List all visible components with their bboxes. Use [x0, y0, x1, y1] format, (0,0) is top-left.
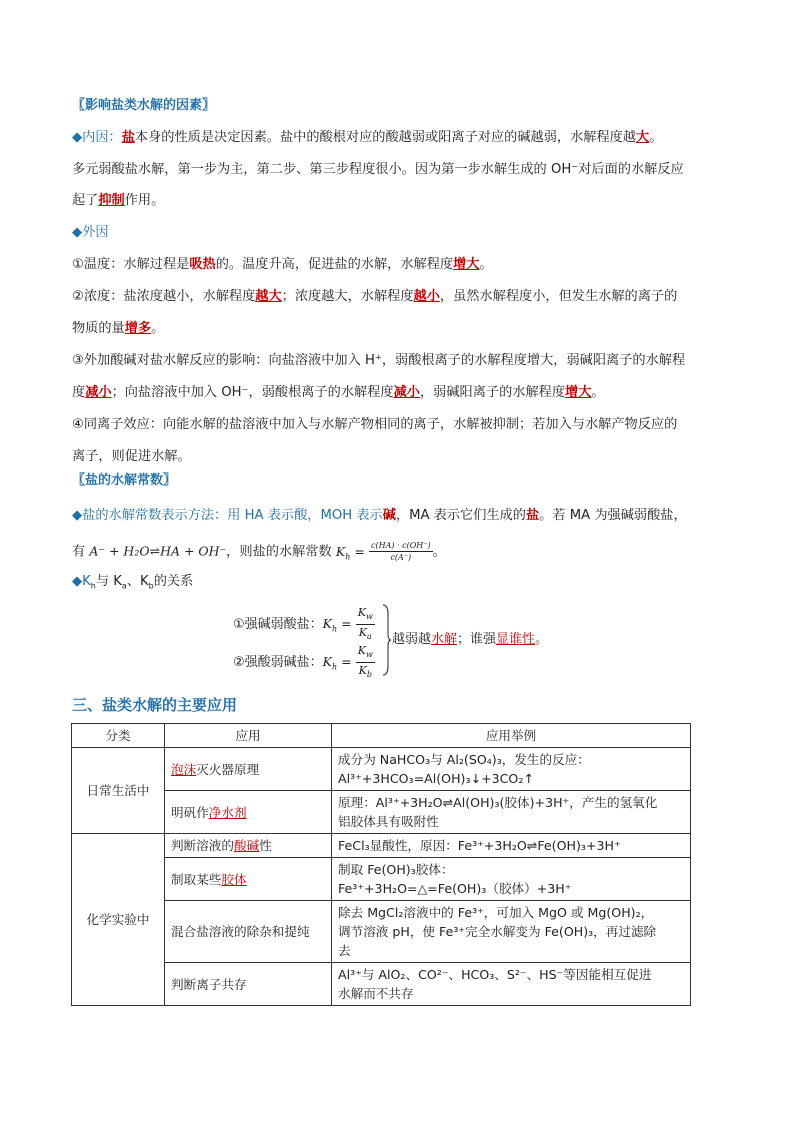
example-purification-1: 除去 MgCl₂溶液中的 Fe³⁺，可加入 MgO 或 Mg(OH)₂， [338, 905, 654, 920]
keyword-show-nature: 显谁性 [496, 632, 536, 647]
example-colloid [332, 858, 691, 901]
app-alum [165, 791, 332, 834]
factors-heading: 〖影响盐类水解的因素〗 [72, 98, 216, 113]
conc-e: ，虽然水解程度小，但发生水解的离子的 [439, 289, 678, 304]
acid2-e: ，弱碱阳离子的水解程度 [419, 385, 566, 400]
keyword-water-purifier: 净水剂 [208, 804, 247, 820]
relation-strong-acid-weak-base [233, 643, 375, 682]
temp-a: ①温度：水解过程是 [72, 257, 190, 272]
example-coexistence-2: 水解而不共存 [338, 986, 414, 1001]
conc-c: ；浓度越大，水解程度 [281, 289, 414, 304]
app-coexistence: 判断离子共存 [165, 963, 332, 1006]
kh-letter: K [335, 543, 346, 559]
rel2-kw: K [357, 644, 366, 657]
rel2-fraction [356, 643, 375, 682]
rel2-kw-sub: w [365, 650, 373, 660]
rel2-label: ②强酸弱碱盐： [233, 655, 323, 671]
internal-label: ◆内因： [72, 130, 122, 145]
example-foam-2: Al³⁺+3HCO₃=Al(OH)₃↓+3CO₂↑ [338, 771, 534, 786]
internal-text: 本身的性质是决定因素。盐中的酸根对应的酸越弱或阳离子对应的碱越弱，水解程度越 [134, 130, 637, 145]
const2-end: 。 [432, 544, 446, 560]
example-coexistence [332, 963, 691, 1006]
external-text: ◆外因 [72, 225, 109, 240]
const2-b: ，则盐的水解常数 [226, 544, 332, 560]
table-header-row [72, 724, 691, 748]
rule-e: 。 [535, 632, 549, 647]
const-e: 。若 MA 为强碱弱酸盐， [539, 508, 687, 523]
rel1-denominator: $K_a$ [358, 626, 372, 642]
inhibit-line [72, 191, 732, 211]
conc2-c: 。 [151, 321, 165, 336]
concentration-line-2 [72, 319, 732, 339]
relation-strong-base-weak-acid [233, 605, 375, 644]
keyword-salt-2: 盐 [525, 508, 540, 523]
relation-heading-line [72, 572, 732, 597]
header-application: 应用 [165, 724, 332, 748]
temp-c: 的。温度升高，促进盐的水解，水解程度 [215, 257, 454, 272]
example-foam [332, 748, 691, 791]
external-label [72, 223, 732, 243]
app-colloid [165, 858, 332, 901]
inhibit-post: 作用。 [124, 193, 165, 208]
table-row [72, 963, 691, 1006]
kh-symbol: $K_h$ = [335, 543, 365, 561]
hydrolysis-equation: A⁻ + H₂O⇌HA + OH⁻ [89, 543, 227, 559]
app-foam-extinguisher [165, 748, 332, 791]
rel1-numerator [356, 605, 375, 625]
example-purification [332, 901, 691, 963]
rel2-denominator: $K_b$ [358, 664, 372, 680]
example-acidity: FeCl₃显酸性，原因：Fe³⁺+3H₂O⇌Fe(OH)₃+3H⁺ [332, 834, 691, 858]
category-daily: 日常生活中 [72, 748, 165, 834]
example-coexistence-1: Al³⁺与 AlO₂、CO²⁻、HCO₃、S²⁻、HS⁻等因能相互促进 [338, 967, 652, 982]
example-colloid-2: Fe³⁺+3H₂O=△=Fe(OH)₃（胶体）+3H⁺ [338, 881, 572, 896]
keyword-larger: 越大 [255, 289, 282, 304]
inhibit-pre: 起了 [72, 193, 99, 208]
rel2-kh: $K_h$ = [322, 654, 352, 672]
app-foam-rest: 灭火器原理 [196, 761, 260, 777]
applications-heading: 三、盐类水解的主要应用 [72, 696, 238, 714]
rel-b: 与 K [95, 574, 122, 589]
rel-c-sub: b [148, 581, 154, 591]
kh-numerator: c(HA) · c(OH⁻) [371, 541, 431, 550]
example-alum-2: 铝胶体具有吸附性 [338, 814, 439, 829]
rel1-ka-sub: a [367, 632, 372, 642]
acid-base-line-2 [72, 383, 732, 403]
rel1-kw-sub: w [365, 612, 373, 622]
rel-c: 、K [126, 574, 149, 589]
constant-definition-line [72, 506, 732, 526]
app-colloid-a: 制取某些 [171, 871, 222, 887]
internal-factor-paragraph [72, 128, 732, 148]
period: 。 [649, 130, 663, 145]
rel-b-sub: a [121, 581, 127, 591]
app-acidity [165, 834, 332, 858]
table-row [72, 858, 691, 901]
table-row [72, 748, 691, 791]
rel-a: ◆K [72, 574, 91, 589]
kh-sub: h [345, 552, 351, 561]
keyword-salt: 盐 [121, 130, 135, 145]
const2-a: 有 [72, 544, 86, 560]
example-foam-1: 成分为 NaHCO₃与 Al₂(SO₄)₃，发生的反应： [338, 752, 590, 767]
rel2-numerator [356, 643, 375, 663]
acid2-g: 。 [591, 385, 605, 400]
acid2-a: 度 [72, 385, 86, 400]
keyword-decrease-2: 减小 [393, 385, 420, 400]
temp-e: 。 [479, 257, 493, 272]
constant-heading: 〖盐的水解常数〗 [72, 473, 177, 488]
keyword-hydrolysis: 水解 [431, 632, 458, 647]
right-brace-icon [382, 604, 392, 676]
header-category: 分类 [72, 724, 165, 748]
kh-denominator: c(A⁻) [390, 553, 412, 562]
rel1-label: ①强碱弱酸盐： [233, 617, 323, 633]
category-lab: 化学实验中 [72, 834, 165, 1006]
keyword-decrease-1: 减小 [85, 385, 112, 400]
conc2-a: 物质的量 [72, 321, 125, 336]
example-purification-3: 去 [338, 943, 351, 958]
relation-rule [392, 630, 548, 650]
applications-table [71, 723, 691, 1006]
rel2-kb-sub: b [366, 670, 372, 680]
keyword-acid-base: 酸碱 [233, 838, 260, 853]
app-acidity-a: 判断溶液的 [171, 838, 234, 853]
rel1-kh-sub: h [332, 624, 338, 634]
keyword-more: 增多 [124, 321, 152, 336]
rel1-kh: $K_h$ = [322, 616, 352, 634]
keyword-smaller: 越小 [413, 289, 440, 304]
temperature-line [72, 255, 732, 275]
example-colloid-1: 制取 Fe(OH)₃胶体： [338, 862, 454, 877]
example-alum-1: 原理：Al³⁺+3H₂O⇌Al(OH)₃(胶体)+3H⁺，产生的氢氧化 [338, 795, 658, 810]
const-a: ◆盐的水解常数表示方法：用 HA 表示酸，MOH 表示 [72, 508, 383, 523]
rule-c: ；谁强 [457, 632, 497, 647]
table-row [72, 791, 691, 834]
rel-a-sub: h [90, 581, 96, 591]
example-alum [332, 791, 691, 834]
keyword-base: 碱 [382, 508, 396, 523]
keyword-foam: 泡沫 [171, 761, 197, 777]
keyword-inhibit: 抑制 [98, 193, 125, 208]
acid2-c: ；向盐溶液中加入 OH⁻，弱酸根离子的水解程度 [111, 385, 394, 400]
acid-base-line: ③外加酸碱对盐水解反应的影响：向盐溶液中加入 H⁺，弱酸根离子的水解程度增大，弱碱阳离子的水解程 [72, 353, 686, 368]
keyword-big: 大 [636, 130, 650, 145]
multi-step-paragraph: 多元弱酸盐水解，第一步为主，第二步、第三步程度很小。因为第一步水解生成的 OH⁻对后面的水解反应 [72, 162, 684, 177]
conc-a: ②浓度：盐浓度越小，水解程度 [72, 289, 256, 304]
app-purification: 混合盐溶液的除杂和提纯 [165, 901, 332, 963]
table-row [72, 834, 691, 858]
constant-formula-line [72, 540, 732, 567]
header-example: 应用举例 [332, 724, 691, 748]
keyword-endothermic: 吸热 [189, 257, 216, 272]
keyword-increase: 增大 [453, 257, 480, 272]
common-ion-line-2: 离子，则促进水解。 [72, 449, 191, 464]
concentration-line [72, 287, 732, 307]
rel-d: 的关系 [153, 574, 194, 589]
app-alum-a: 明矾作 [171, 804, 209, 820]
rel1-fraction [356, 605, 375, 644]
kh-fraction [369, 540, 433, 563]
const-c: ，MA 表示它们生成的 [395, 508, 526, 523]
rel1-kw: K [357, 606, 366, 619]
app-acidity-c: 性 [259, 838, 272, 853]
keyword-increase-2: 增大 [565, 385, 592, 400]
rel2-kh-sub: h [332, 662, 338, 672]
common-ion-line: ④同离子效应：向能水解的盐溶液中加入与水解产物相同的离子，水解被抑制；若加入与水解产物反应的 [72, 417, 678, 432]
keyword-colloid: 胶体 [221, 871, 247, 887]
rule-a: 越弱越 [392, 632, 432, 647]
table-row [72, 901, 691, 963]
example-purification-2: 调节溶液 pH，使 Fe³⁺完全水解变为 Fe(OH)₃，再过滤除 [338, 924, 657, 939]
